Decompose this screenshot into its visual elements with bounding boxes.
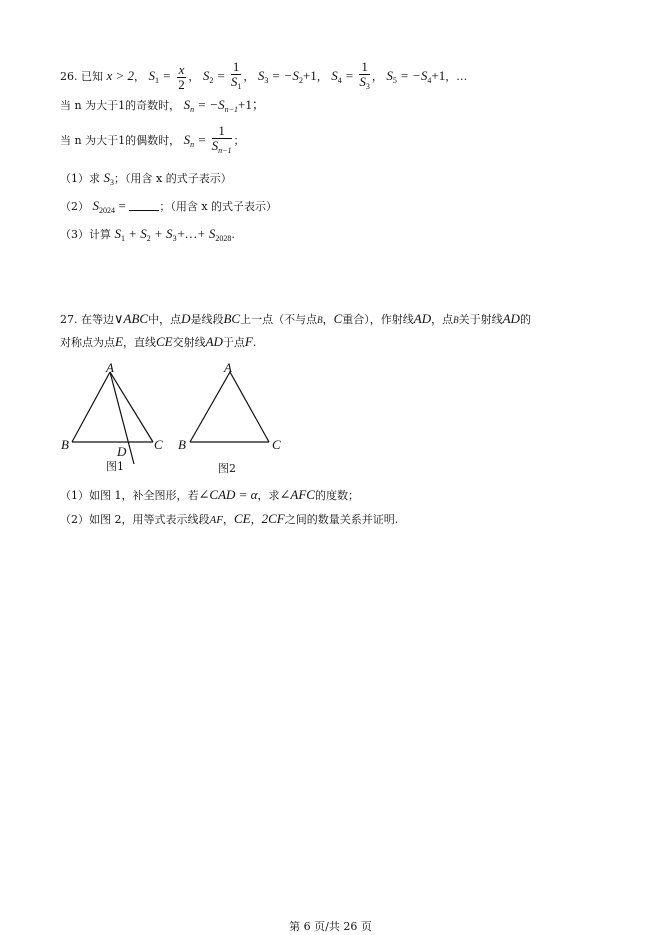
fig1-caption: 图1 [106,460,124,473]
q26-part-2: （2） $S_{2024}$ = ；（用含 x 的式子表示） [60,198,278,215]
q26-ellipsis: ，… [445,70,468,83]
fig2-caption: 图2 [218,462,236,475]
page-footer: 第 6 页/共 26 页 [289,920,372,933]
fig1-label-d: D [117,444,127,459]
fig1-label-b: B [61,437,69,452]
q26-answer-blank[interactable] [129,200,159,211]
q26-even-fraction: $\frac{1}{S_{n-1}}$ [211,123,232,155]
q27-line-2: 对称点为点E，直线CE交射线AD于点F. [60,334,257,349]
fig2-label-a: A [224,360,232,375]
q27-part-2: （2）如图 2，用等式表示线段AF，CE，2CF之间的数量关系并证明. [60,511,399,526]
q26-s4-lhs: $S_4$ = [331,68,354,85]
fig2-label-c: C [272,437,281,452]
q26-number: 26. [60,70,78,83]
q26-condition: x > 2 [106,68,135,83]
q26-s1-lhs: $S_1$ = [148,68,172,85]
q26-line-1: 26. 已知 x > 2， $S_1$ = $\frac{x}{2}$ ， $S_2$ = $\frac{1}{S_1}$ ， $S_3 = -S_2+1$， $S_4$ = $\frac{1}{S_3}$ ， $S_5 = -S_4+1$，… [60,60,467,94]
fig1-label-a: A [106,360,114,375]
q26-s4-fraction: $\frac{1}{S_3}$ [359,59,370,91]
q26-s2-fraction: $\frac{1}{S_1}$ [230,59,242,91]
q26-odd-formula: $S_n = -S_{n-1}$ [183,97,239,114]
fig2-side-ab [190,372,230,442]
q26-sum-expression: $S_1 + S_2$ + $S_3+\dots+ S_{2028}$ [114,226,232,243]
q26-part-3: （3）计算 $S_1 + S_2$ + $S_3+\dots+ S_{2028}$. [60,226,235,243]
q26-intro: 已知 [81,70,103,83]
q27-number: 27. [60,313,78,326]
fig1-label-c: C [154,437,163,452]
q27-line-1: 27. 在等边∨ABC中，点D是线段BC上一点（不与点B，C重合），作射线AD，点B关于射线AD的 [60,311,531,326]
q26-odd-text: 当 n 为大于1的奇数时， [60,99,181,112]
fig1-side-ac [110,372,153,442]
q26-s1-fraction: $\frac{x}{2}$ [178,61,185,92]
fig1-side-ab [72,372,110,442]
q26-s3: $S_3 = -S_2+1$ [257,68,317,85]
q26-odd-line: 当 n 为大于1的奇数时， $S_n = -S_{n-1}+1$； [60,97,265,114]
q26-s2-lhs: $S_2$ = [202,68,226,85]
q26-even-line: 当 n 为大于1的偶数时， $S_n$ = $\frac{1}{S_{n-1}}$ ； [60,124,245,160]
q26-s5: $S_5 = -S_4+1$ [386,68,446,85]
fig2-label-b: B [178,437,186,452]
q26-part-1: （1）求 $S_3$；（用含 x 的式子表示） [60,170,232,187]
fig2-side-ac [230,372,269,442]
q26-even-text: 当 n 为大于1的偶数时， [60,134,181,147]
q27-part-1: （1）如图 1，补全图形，若∠CAD = α，求∠AFC的度数； [60,487,359,502]
